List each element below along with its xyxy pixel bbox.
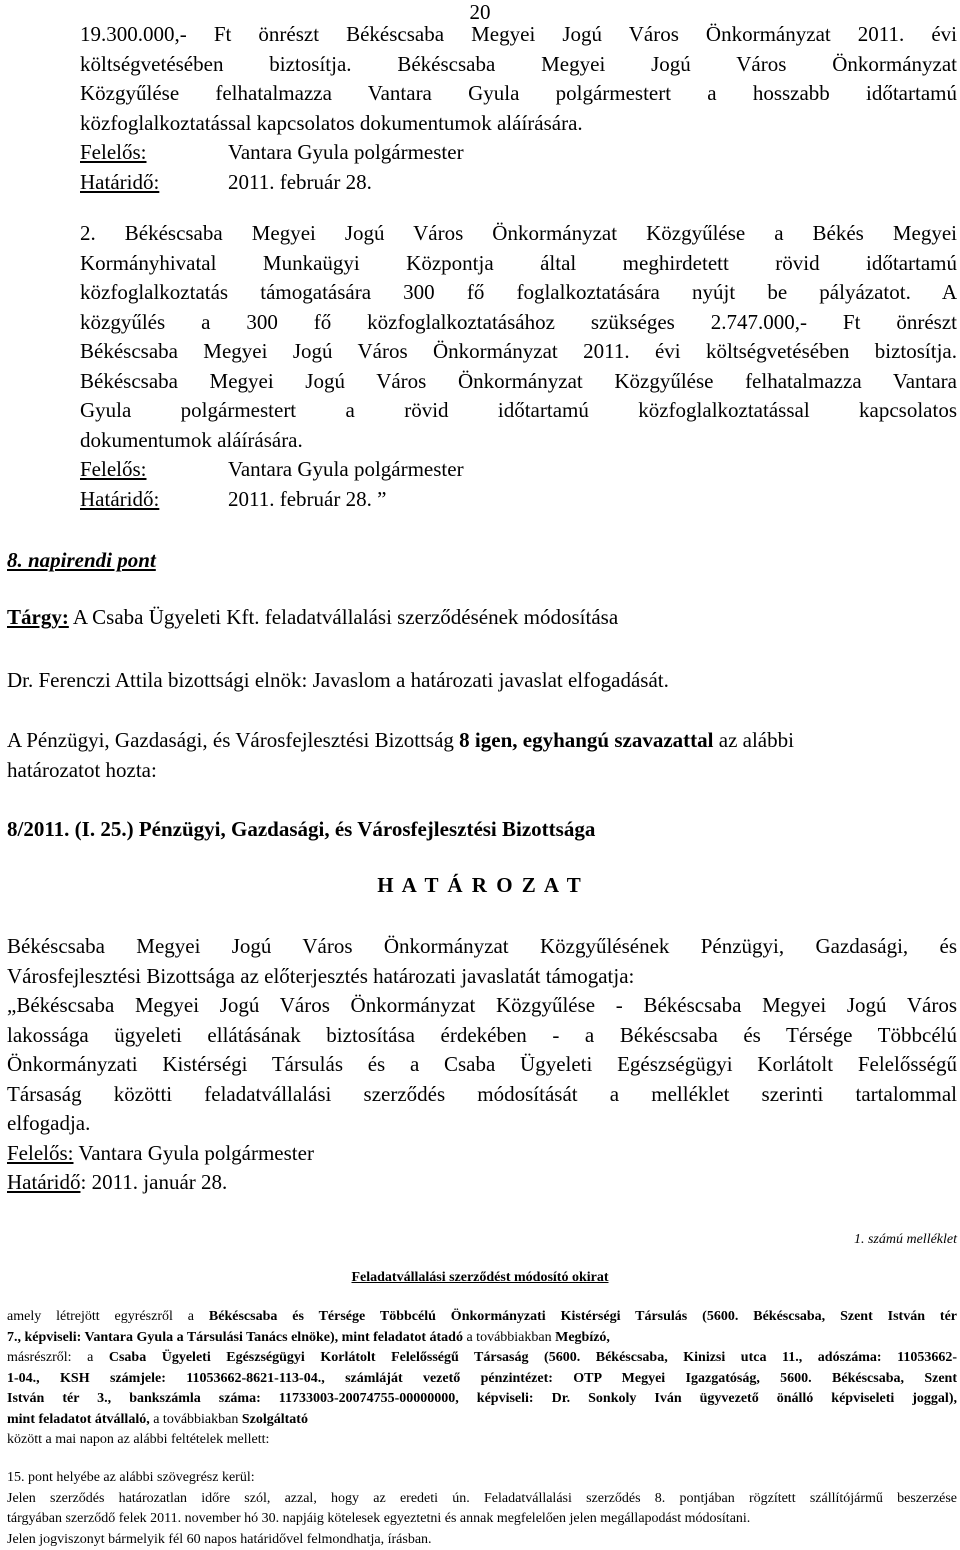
text-line: elfogadja.: [7, 1109, 957, 1139]
text-line: lakossága ügyeleti ellátásának biztosítása érdekében - a Békéscsaba és Térsége Többcélú: [7, 1021, 957, 1051]
party2-line: István tér 3., bankszámla száma: 11733003-20074755-00000000, képviseli: Dr. Sonkoly Iván ügyvezető önálló képviseleti joggal),: [7, 1389, 957, 1410]
annex-text: a továbbiakban: [463, 1330, 555, 1345]
text-line: Gyula polgármestert a rövid időtartamú közfoglalkoztatással kapcsolatos: [80, 396, 957, 426]
text-line: Önkormányzati Kistérségi Társulás és a Csaba Ügyeleti Egészségügyi Korlátolt Felelősségű: [7, 1050, 957, 1080]
resolution-number: 8/2011. (I. 25.): [7, 817, 134, 841]
deadline-label-wrap: [80, 168, 228, 198]
deadline-value: 2011. február 28. ”: [228, 487, 386, 511]
party2-line: 1-04., KSH számjele: 11053662-8621-113-04., számláját vezető pénzintézet: OTP Megyei Igazgatóság, 5600. Békéscsaba, Szent: [7, 1369, 957, 1390]
text-line: közgyűlés a 300 fő közfoglalkoztatásához szükséges 2.747.000,- Ft önrészt: [80, 308, 957, 338]
deadline-line: [7, 1168, 957, 1198]
deadline-line: [80, 168, 957, 198]
vote-result: 8 igen, egyhangú szavazattal: [459, 728, 713, 752]
text-line: 19.300.000,- Ft önrészt Békéscsaba Megyei Jogú Város Önkormányzat 2011. évi: [80, 20, 957, 50]
annex-text-bold: Szolgáltató: [242, 1412, 308, 1427]
committee-vote: [7, 726, 957, 785]
text-line: Békéscsaba Megyei Jogú Város Önkormányzat 2011. évi költségvetésében biztosítja.: [80, 337, 957, 367]
annex-body-line: tárgyában szerződő felek 2011. november hó 30. napjáig kötelesek egyeztetni és annak megfelelően jelen megállapodást módosítani.: [7, 1509, 957, 1530]
deadline-label-wrap: [80, 485, 228, 515]
annex-point15: [7, 1468, 957, 1550]
responsible-line: [80, 138, 957, 168]
responsible-value: Vantara Gyula polgármester: [228, 457, 464, 481]
decision-text: [7, 932, 957, 1198]
resolution-title: H A T Á R O Z A T: [0, 873, 960, 898]
paragraph-short-term: [80, 219, 957, 514]
subject-label: Tárgy:: [7, 605, 69, 629]
deadline-label: Határidő: [7, 1170, 80, 1194]
party1-line: [7, 1328, 957, 1349]
responsible-value: Vantara Gyula polgármester: [228, 140, 464, 164]
resolution-body: Pénzügyi, Gazdasági, és Városfejlesztési Bizottsága: [134, 817, 596, 841]
annex-text-bold: Békéscsaba és Térsége Többcélú Önkormányzati Kistérségi Társulás (5600. Békéscsaba, Szent István tér: [209, 1309, 957, 1324]
text-line: Békéscsaba Megyei Jogú Város Önkormányzat Közgyűlésének Pénzügyi, Gazdasági, és: [7, 932, 957, 962]
annex-label: 1. számú melléklet: [854, 1232, 957, 1248]
committee-vote-line: határozatot hozta:: [7, 756, 957, 786]
annex-text: a továbbiakban: [150, 1412, 242, 1427]
text-line: közfoglalkoztatással kapcsolatos dokumentumok aláírására.: [80, 109, 957, 139]
text-line: Városfejlesztési Bizottsága az előterjesztés határozati javaslatát támogatja:: [7, 962, 957, 992]
deadline-value: : 2011. január 28.: [80, 1170, 227, 1194]
deadline-label: Határidő:: [80, 170, 159, 194]
paragraph-budget-long-term: [80, 20, 957, 197]
responsible-line: [7, 1139, 957, 1169]
chair-statement: Dr. Ferenczi Attila bizottsági elnök: Javaslom a határozati javaslat elfogadását.: [7, 666, 957, 696]
annex-text-bold: Megbízó,: [555, 1330, 610, 1345]
responsible-line: [80, 455, 957, 485]
text-line: Kormányhivatal Munkaügyi Központja által meghirdetett rövid időtartamú: [80, 249, 957, 279]
deadline-label: Határidő:: [80, 487, 159, 511]
annex-text: amely létrejött egyrészről a: [7, 1309, 209, 1324]
text-line: 2. Békéscsaba Megyei Jogú Város Önkormányzat Közgyűlése a Békés Megyei: [80, 219, 957, 249]
deadline-line: [80, 485, 957, 515]
text-line: dokumentumok aláírására.: [80, 426, 957, 456]
party1-line: [7, 1307, 957, 1328]
party2-line: [7, 1348, 957, 1369]
subject-line: [7, 603, 957, 633]
annex-text-bold: 7., képviseli: Vantara Gyula a Társulási Tanács elnöke), mint feladatot átadó: [7, 1330, 463, 1345]
committee-text: A Pénzügyi, Gazdasági, és Városfejlesztési Bizottság: [7, 728, 459, 752]
party2-line: [7, 1410, 957, 1431]
responsible-label: Felelős:: [7, 1141, 74, 1165]
deadline-value: 2011. február 28.: [228, 170, 372, 194]
resolution-heading: [7, 815, 957, 845]
between-line: között a mai napon az alábbi feltételek mellett:: [7, 1430, 957, 1451]
annex-text-bold: mint feladatot átvállaló,: [7, 1412, 150, 1427]
text-line: „Békéscsaba Megyei Jogú Város Önkormányzat Közgyűlése - Békéscsaba Megyei Jogú Város: [7, 991, 957, 1021]
annex-body-line: Jelen szerződés határozatlan időre szól, azzal, hogy az eredeti ún. Feladatvállalási szerződés 8. pontjában rögzített szállítójármű beszerzése: [7, 1489, 957, 1510]
agenda-heading: 8. napirendi pont: [7, 546, 957, 576]
text-line: költségvetésében biztosítja. Békéscsaba Megyei Jogú Város Önkormányzat: [80, 50, 957, 80]
subject-value: A Csaba Ügyeleti Kft. feladatvállalási szerződésének módosítása: [69, 605, 618, 629]
responsible-label: Felelős:: [80, 138, 228, 168]
text-line: Társaság közötti feladatvállalási szerződés módosítását a melléklet szerinti tartalommal: [7, 1080, 957, 1110]
point15-heading: 15. pont helyébe az alábbi szövegrész kerül:: [7, 1468, 957, 1489]
responsible-label: Felelős:: [80, 455, 228, 485]
text-line: közfoglalkoztatás támogatására 300 fő foglalkoztatására nyújt be pályázatot. A: [80, 278, 957, 308]
annex-body-line: Jelen jogviszonyt bármelyik fél 60 napos határidővel felmondhatja, írásban.: [7, 1530, 957, 1550]
text-line: Békéscsaba Megyei Jogú Város Önkormányzat Közgyűlése felhatalmazza Vantara: [80, 367, 957, 397]
committee-vote-line: [7, 726, 957, 756]
annex-text: másrészről: a: [7, 1350, 109, 1365]
committee-text: az alábbi: [714, 728, 794, 752]
responsible-value: Vantara Gyula polgármester: [74, 1141, 314, 1165]
annex-text-bold: Csaba Ügyeleti Egészségügyi Korlátolt Felelősségű Társaság (5600. Békéscsaba, Kinizsi utca 11., adószáma: 11053662-: [109, 1350, 957, 1365]
annex-title: Feladatvállalási szerződést módosító okirat: [0, 1270, 960, 1286]
annex-parties: [7, 1307, 957, 1451]
page-number: 20: [0, 0, 960, 24]
text-line: Közgyűlése felhatalmazza Vantara Gyula polgármestert a hosszabb időtartamú: [80, 79, 957, 109]
